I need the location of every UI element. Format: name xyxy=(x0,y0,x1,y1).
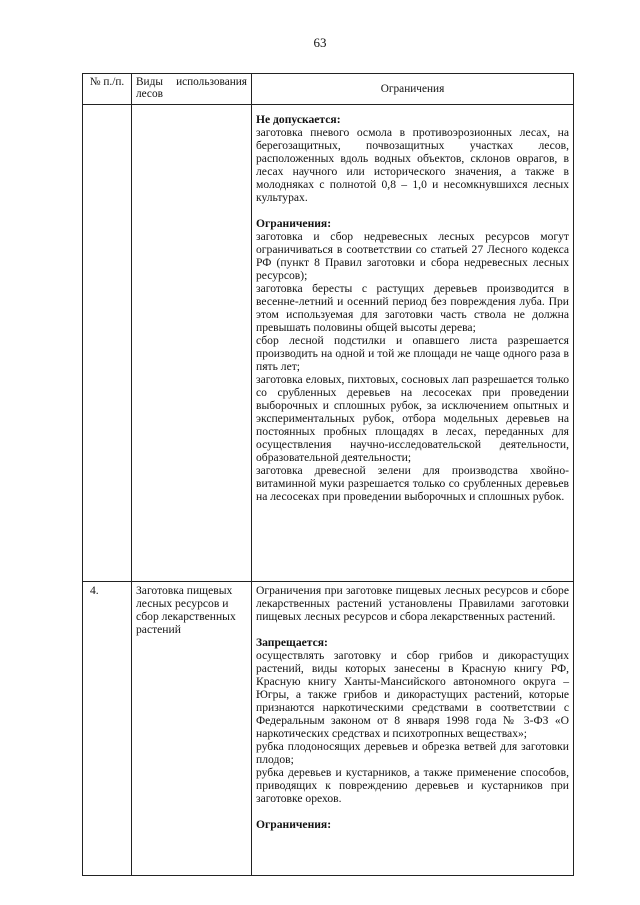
cell-restrictions-continued xyxy=(252,105,574,582)
page-number: 63 xyxy=(313,35,327,50)
cell-empty-kind xyxy=(132,105,252,582)
heading-restrictions: Ограничения: xyxy=(256,217,332,230)
forest-use-line: Заготовка пищевых xyxy=(136,584,233,597)
forest-use-line: сбор лекарственных xyxy=(136,610,236,623)
heading-prohibited: Запрещается: xyxy=(256,636,328,649)
header-forest-use: Виды использования лесов xyxy=(132,74,252,105)
paragraph: заготовка бересты с растущих деревьев производится в весенне-летний и осенний период без повреждения луба. При этом используемая для заготовки часть ствола не должна превышать половины общей высоты дерева; xyxy=(256,282,569,334)
paragraph: заготовка пневого осмола в противоэрозионных лесах, на берегозащитных, почвозащитных участках лесов, расположенных вдоль водных объектов, склонов оврагов, в лесах научного или исторического значения, а также в молодняках с полнотой 0,8 – 1,0 и несомкнувшихся лесных культурах. xyxy=(256,126,569,204)
cell-forest-use xyxy=(132,582,252,876)
header-number: № п./п. xyxy=(83,74,132,105)
cell-number: 4. xyxy=(83,582,132,876)
paragraph: заготовка еловых, пихтовых, сосновых лап разрешается только со срубленных деревьев на лесосеках при проведении выборочных и сплошных рубок, за исключением опытных и экспериментальных рубок, отбора модельных деревьев на постоянных пробных площадях в лесах, переданных для осуществления научно-исследовательской деятельности, образовательной деятельности; xyxy=(256,373,569,464)
cell-restrictions xyxy=(252,582,574,876)
table-row-continued xyxy=(83,105,574,582)
table-header-row xyxy=(83,74,574,105)
paragraph: осуществлять заготовку и сбор грибов и дикорастущих растений, виды которых занесены в Красную книгу РФ, Красную книгу Ханты-Мансийского автономного округа – Югры, а также грибов и дикорастущих растений, которые признаются наркотическими средствами в соответствии с Федеральным законом от 8 января 1998 года № 3-ФЗ «О наркотических средствах и психотропных веществах»; xyxy=(256,649,569,740)
cell-empty-number xyxy=(83,105,132,582)
paragraph: сбор лесной подстилки и опавшего листа разрешается производить на одной и той же площади не чаще одного раза в пять лет; xyxy=(256,334,569,373)
heading-not-allowed: Не допускается: xyxy=(256,113,341,126)
heading-restrictions: Ограничения: xyxy=(256,818,332,831)
header-restrictions: Ограничения xyxy=(252,74,574,105)
paragraph: заготовка древесной зелени для производства хвойно-витаминной муки разрешается только со срубленных деревьев на лесосеках при проведении выборочных и сплошных рубок. xyxy=(256,464,569,503)
paragraph: рубка плодоносящих деревьев и обрезка ветвей для заготовки плодов; xyxy=(256,740,569,766)
paragraph: Ограничения при заготовке пищевых лесных ресурсов и сборе лекарственных растений установлены Правилами заготовки пищевых лесных ресурсов и сбора лекарственных растений. xyxy=(256,584,569,623)
paragraph: рубка деревьев и кустарников, а также применение способов, приводящих к повреждению деревьев и кустарников при заготовке орехов. xyxy=(256,766,569,805)
forest-use-line: растений xyxy=(136,623,181,636)
forest-use-line: лесных ресурсов и xyxy=(136,597,229,610)
paragraph: заготовка и сбор недревесных лесных ресурсов могут ограничиваться в соответствии со статьей 27 Лесного кодекса РФ (пункт 8 Правил заготовки и сбора недревесных лесных ресурсов); xyxy=(256,230,569,282)
table-row-4 xyxy=(83,582,574,876)
restrictions-table xyxy=(82,73,574,876)
